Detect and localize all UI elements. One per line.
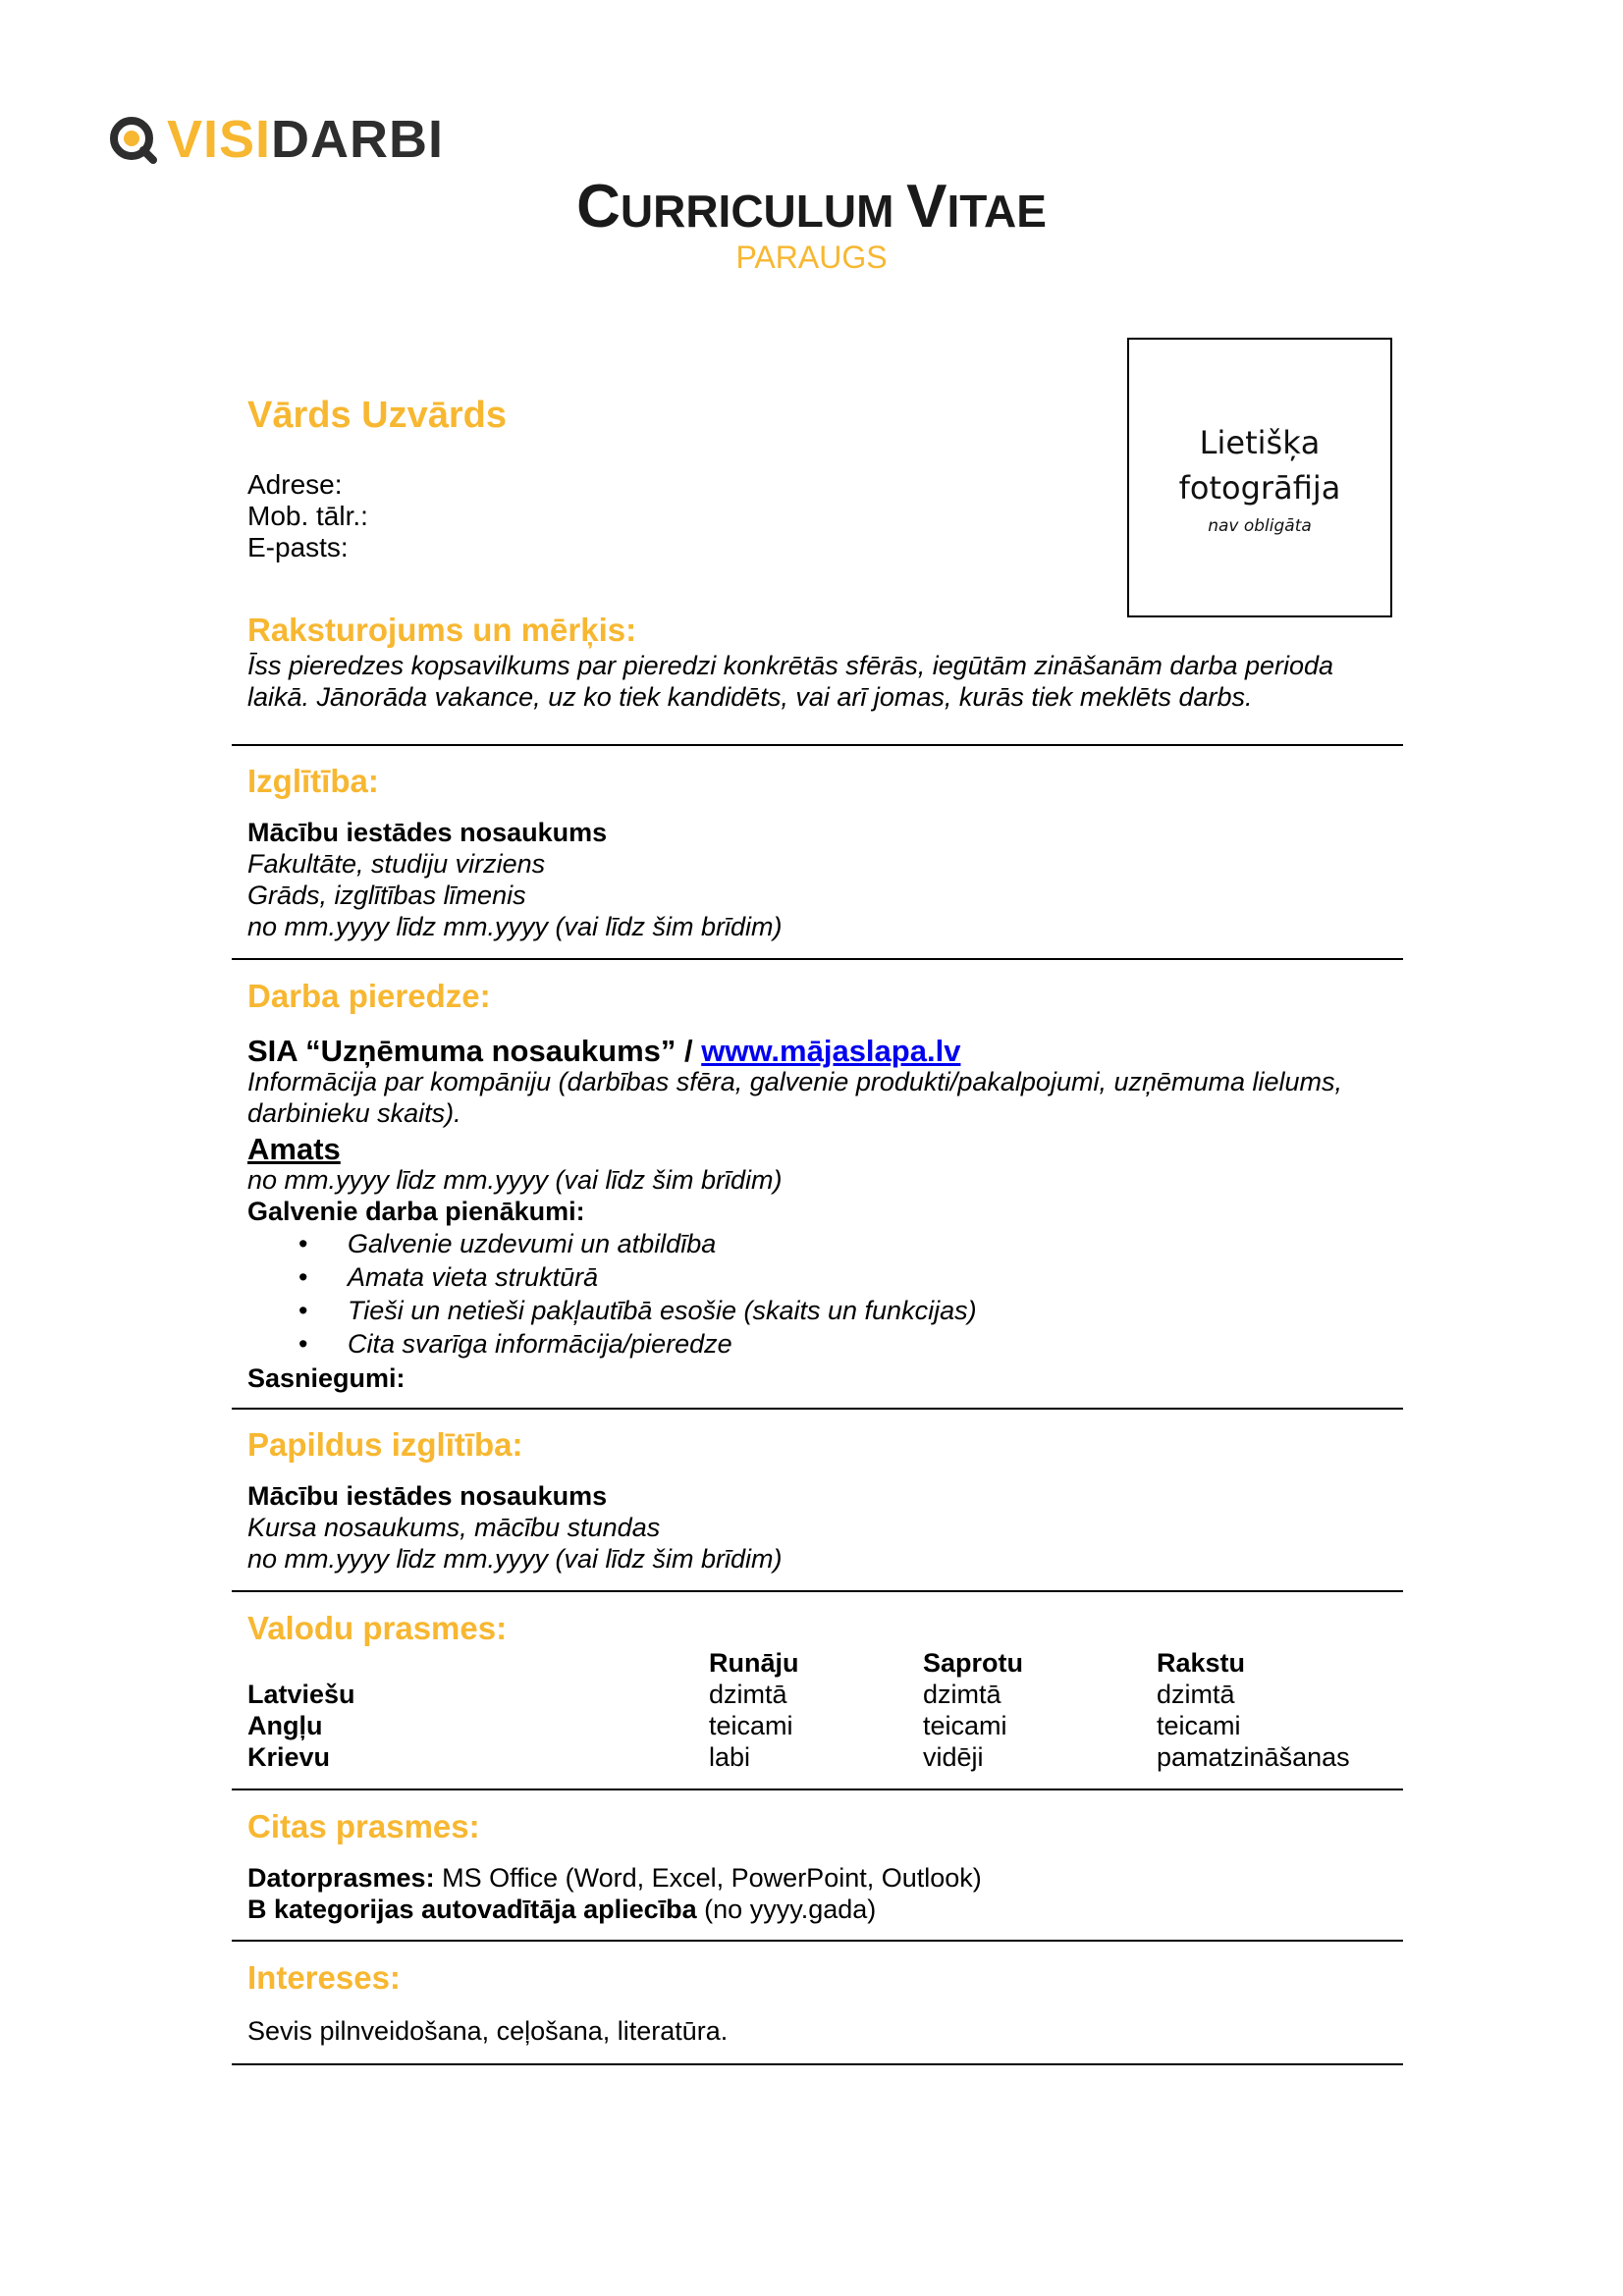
- education-degree: Grāds, izglītības līmenis: [247, 881, 526, 910]
- section-divider: [232, 2063, 1403, 2065]
- photo-note: nav obligāta: [1208, 515, 1312, 536]
- other-skills-heading: Citas prasmes:: [247, 1808, 480, 1844]
- phone-label: Mob. tālr.:: [247, 501, 368, 531]
- profile-heading: Raksturojums un mērķis:: [247, 612, 637, 648]
- language-name: Krievu: [247, 1742, 331, 1772]
- language-level: dzimtā: [1157, 1680, 1235, 1709]
- list-item: • Galvenie uzdevumi un atbildība: [298, 1229, 717, 1258]
- duties-list: [247, 1227, 977, 1361]
- section-divider: [232, 1408, 1403, 1410]
- interests-text: Sevis pilnveidošana, ceļošana, literatūra.: [247, 2016, 729, 2046]
- page-subtitle: PARAUGS: [735, 240, 888, 275]
- computer-skills: Datorprasmes: MS Office (Word, Excel, PowerPoint, Outlook): [247, 1863, 982, 1893]
- languages-heading: Valodu prasmes:: [247, 1610, 508, 1646]
- education-faculty: Fakultāte, studiju virziens: [247, 849, 546, 879]
- section-divider: [232, 958, 1403, 960]
- education-period: no mm.yyyy līdz mm.yyyy (vai līdz šim brīdim): [247, 912, 783, 941]
- additional-education-heading: Papildus izglītība:: [247, 1426, 523, 1463]
- address-label: Adrese:: [247, 469, 343, 500]
- email-label: E-pasts:: [247, 532, 349, 562]
- education-institution: Mācību iestādes nosaukums: [247, 818, 608, 847]
- language-column-header: Runāju: [709, 1648, 799, 1678]
- section-divider: [232, 1789, 1403, 1790]
- list-item: • Cita svarīga informācija/pieredze: [298, 1329, 732, 1359]
- logo-text: VISIDARBI: [167, 110, 445, 169]
- language-column-header: Rakstu: [1157, 1648, 1246, 1678]
- achievements-label: Sasniegumi:: [247, 1363, 406, 1393]
- logo: [108, 110, 444, 169]
- profile-text-line2: laikā. Jānorāda vakance, uz ko tiek kandidēts, vai arī jomas, kurās tiek meklēts darbs.: [247, 682, 1253, 712]
- company-name: SIA “Uzņēmuma nosaukums” / www.mājaslapa.lv: [247, 1034, 961, 1068]
- language-level: dzimtā: [923, 1680, 1001, 1709]
- language-level: pamatzināšanas: [1157, 1742, 1350, 1772]
- experience-heading: Darba pieredze:: [247, 978, 491, 1014]
- language-level: teicami: [923, 1711, 1007, 1740]
- additional-education-institution: Mācību iestādes nosaukums: [247, 1481, 608, 1511]
- logo-magnifier-icon: [108, 115, 157, 164]
- list-item: • Tieši un netieši pakļautībā esošie (skaits un funkcijas): [298, 1296, 977, 1325]
- section-divider: [232, 744, 1403, 746]
- interests-heading: Intereses:: [247, 1959, 401, 1996]
- language-level: teicami: [709, 1711, 793, 1740]
- experience-period: no mm.yyyy līdz mm.yyyy (vai līdz šim brīdim): [247, 1165, 783, 1195]
- profile-text-line1: Īss pieredzes kopsavilkums par pieredzi konkrētās sfērās, iegūtām zināšanām darba perioda: [247, 651, 1334, 680]
- photo-label-line2: fotogrāfija: [1178, 468, 1341, 507]
- additional-education-period: no mm.yyyy līdz mm.yyyy (vai līdz šim brīdim): [247, 1544, 783, 1574]
- language-name: Latviešu: [247, 1680, 355, 1709]
- photo-label-line1: Lietišķa: [1199, 423, 1321, 461]
- duties-label: Galvenie darba pienākumi:: [247, 1197, 585, 1226]
- education-heading: Izglītība:: [247, 763, 379, 799]
- additional-education-course: Kursa nosaukums, mācību stundas: [247, 1513, 661, 1542]
- company-website-link[interactable]: www.mājaslapa.lv: [701, 1034, 961, 1068]
- language-name: Angļu: [247, 1711, 323, 1740]
- driving-license: B kategorijas autovadītāja apliecība (no yyyy.gada): [247, 1895, 877, 1924]
- company-info-line1: Informācija par kompāniju (darbības sfēra, galvenie produkti/pakalpojumi, uzņēmuma lielums,: [247, 1067, 1343, 1096]
- person-name: Vārds Uzvārds: [247, 395, 508, 436]
- section-divider: [232, 1940, 1403, 1942]
- language-level: vidēji: [923, 1742, 984, 1772]
- section-divider: [232, 1590, 1403, 1592]
- language-level: labi: [709, 1742, 751, 1772]
- photo-placeholder: [1127, 338, 1392, 617]
- job-title: Amats: [247, 1132, 341, 1166]
- company-info-line2: darbinieku skaits).: [247, 1098, 461, 1128]
- language-level: teicami: [1157, 1711, 1241, 1740]
- page-title: CURRICULUM VITAE: [576, 173, 1047, 240]
- language-level: dzimtā: [709, 1680, 787, 1709]
- language-column-header: Saprotu: [923, 1648, 1024, 1678]
- list-item: • Amata vieta struktūrā: [298, 1262, 599, 1292]
